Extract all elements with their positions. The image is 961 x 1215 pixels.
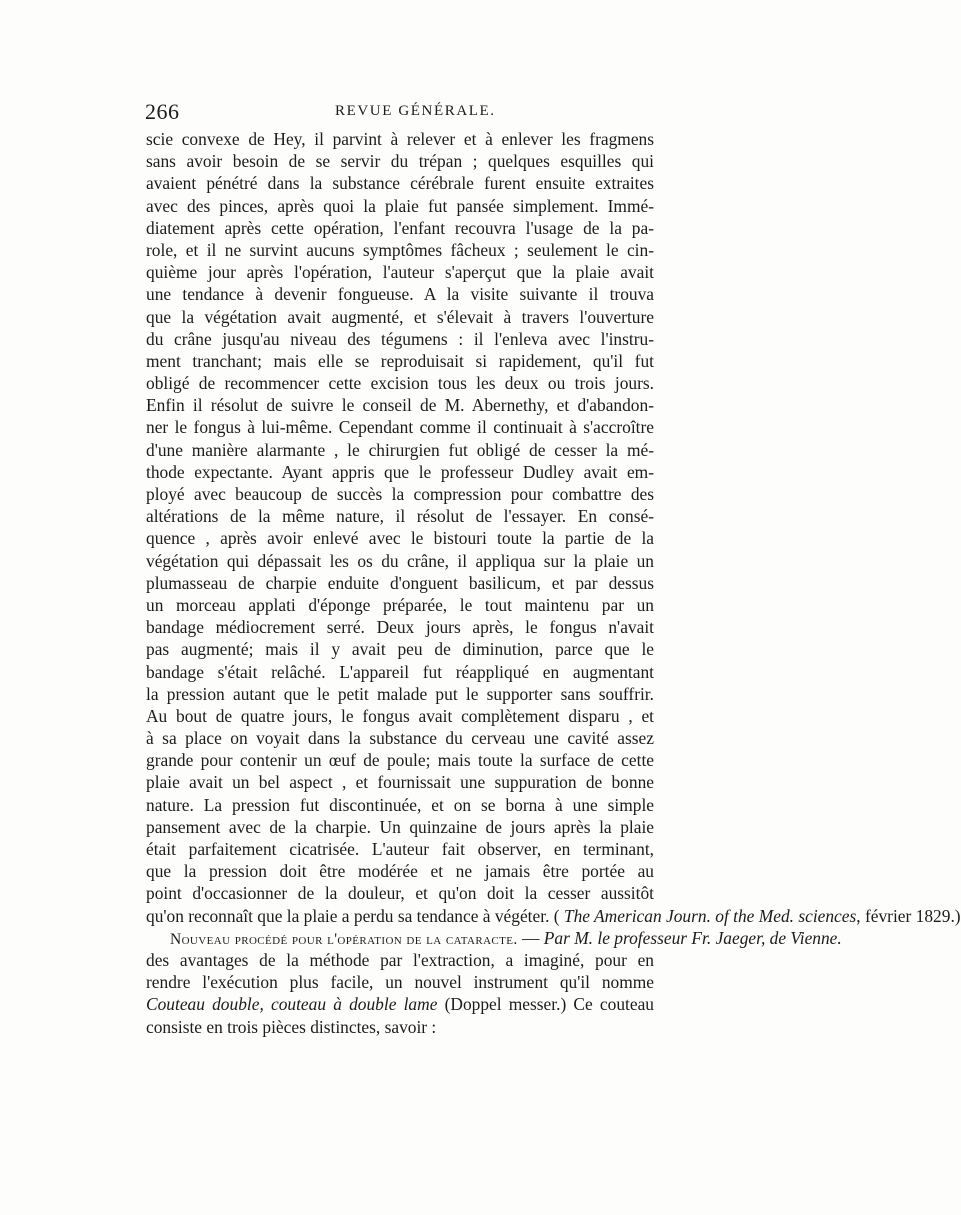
article-title: Nouveau procédé pour l'opération de la cataracte. — [170, 930, 518, 948]
text-line: pansement avec de la charpie. Un quinzaine de jours après la plaie — [146, 816, 654, 837]
text-line: pas augmenté; mais il y avait peu de diminution, parce que le — [146, 639, 654, 660]
text-line: des avantages de la méthode par l'extraction, a imaginé, pour en — [146, 949, 654, 970]
text-line: avec des pinces, après quoi la plaie fut pansée simplement. Immé- — [146, 195, 654, 216]
text-line-with-citation — [146, 905, 961, 927]
journal-citation: The American Journ. of the Med. sciences — [563, 905, 857, 926]
text-line: obligé de recommencer cette excision tous les deux ou trois jours. — [146, 373, 654, 394]
text-line: sans avoir besoin de se servir du trépan ; quelques esquilles qui — [146, 151, 654, 172]
text-line: plumasseau de charpie enduite d'onguent basilicum, et par dessus — [146, 572, 654, 593]
title-dash: — — [517, 927, 544, 948]
citation-open: ( — [553, 905, 564, 926]
text-line: à sa place on voyait dans la substance du cerveau une cavité assez — [146, 728, 654, 749]
text-line: ployé avec beaucoup de succès la compression pour combattre des — [146, 484, 654, 504]
text-line: grande pour contenir un œuf de poule; mais toute la surface de cette — [146, 750, 654, 771]
text-line: la pression autant que le petit malade put le supporter sans souffrir. — [146, 683, 654, 704]
text-line: que la végétation avait augmenté, et s'élevait à travers l'ouverture — [146, 306, 654, 327]
text-line-with-italic — [146, 993, 654, 1015]
article-heading-line — [146, 927, 842, 949]
body-text — [146, 128, 961, 1038]
text-line: qu'on reconnaît que la plaie a perdu sa tendance à végéter. — [146, 905, 550, 926]
text-line: altérations de la même nature, il résolut de l'essayer. En consé- — [146, 506, 654, 527]
text-line: que la pression doit être modérée et ne jamais être portée au — [146, 861, 654, 882]
text-line: un morceau applati d'éponge préparée, le tout maintenu par un — [146, 594, 654, 615]
text-line: d'une manière alarmante , le chirurgien fut obligé de cesser la mé- — [146, 439, 654, 460]
text-line: quième jour après l'opération, l'auteur s'aperçut que la plaie avait — [146, 262, 654, 283]
text-line: consiste en trois pièces distinctes, savoir : — [146, 1016, 437, 1037]
text-line: avaient pénétré dans la substance cérébrale furent ensuite extraites — [146, 173, 654, 194]
text-line: Au bout de quatre jours, le fongus avait complètement disparu , et — [146, 705, 654, 726]
citation-date: , février 1829.) — [856, 905, 961, 926]
page-header — [145, 99, 665, 129]
text-line: scie convexe de Hey, il parvint à relever et à enlever les fragmens — [146, 129, 654, 149]
text-line: nature. La pression fut discontinuée, et on se borna à une simple — [146, 794, 654, 815]
text-line: Enfin il résolut de suivre le conseil de M. Abernethy, et d'abandon- — [146, 395, 654, 416]
text-line: était parfaitement cicatrisée. L'auteur fait observer, en terminant, — [146, 839, 654, 859]
article-author: Par M. le professeur Fr. Jaeger, de Vienne. — [543, 927, 842, 948]
text-line: point d'occasionner de la douleur, et qu'on doit la cesser aussitôt — [146, 883, 654, 904]
text-line: bandage s'était relâché. L'appareil fut réappliqué en augmentant — [146, 661, 654, 682]
text-line: plaie avait un bel aspect , et fournissait une suppuration de bonne — [146, 772, 654, 793]
text-line: role, et il ne survint aucuns symptômes fâcheux ; seulement le cin- — [146, 239, 654, 260]
instrument-name: Couteau double, couteau à double lame — [146, 994, 438, 1015]
text-line: du crâne jusqu'au niveau des tégumens : il l'enleva avec l'instru- — [146, 328, 654, 349]
text-line: bandage médiocrement serré. Deux jours après, le fongus n'avait — [146, 617, 654, 638]
text-line: ner le fongus à lui-même. Cependant comme il continuait à s'accroître — [146, 417, 654, 438]
page-number: 266 — [145, 99, 180, 124]
text-line-rest: (Doppel messer.) Ce couteau — [437, 994, 655, 1015]
text-line: végétation qui dépassait les os du crâne, il appliqua sur la plaie un — [146, 550, 654, 571]
text-line: diatement après cette opération, l'enfant recouvra l'usage de la pa- — [146, 217, 654, 238]
text-line: rendre l'exécution plus facile, un nouvel instrument qu'il nomme — [146, 972, 654, 993]
text-line: thode expectante. Ayant appris que le professeur Dudley avait em- — [146, 461, 654, 482]
text-line: une tendance à devenir fongueuse. A la visite suivante il trouva — [146, 284, 654, 305]
text-line: quence , après avoir enlevé avec le bistouri toute la partie de la — [146, 528, 654, 549]
running-title: REVUE GÉNÉRALE. — [335, 103, 496, 119]
text-line: ment tranchant; mais elle se reproduisait si rapidement, qu'il fut — [146, 350, 654, 371]
